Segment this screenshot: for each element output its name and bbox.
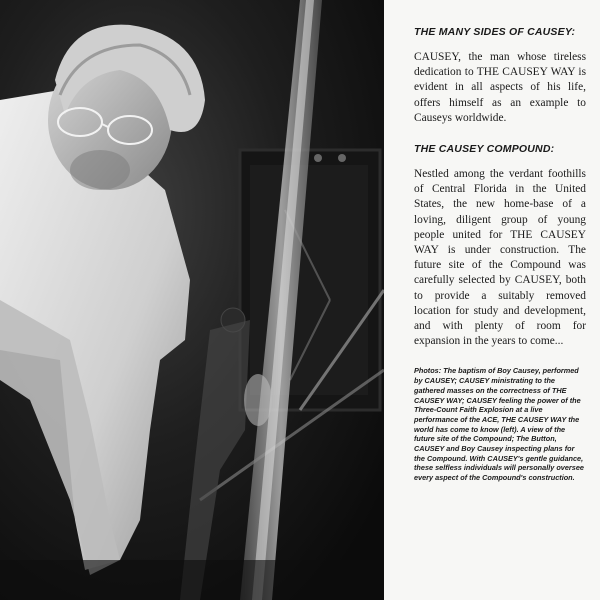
section-heading-many-sides: THE MANY SIDES OF CAUSEY:	[414, 26, 576, 38]
section-body-compound: Nestled among the verdant foothills of Central Florida in the United States, the new home-base of a loving, diligent group of young people united for THE CAUSEY WAY is under construction. The future site of the Compound was carefully selected by CAUSEY, both to provide a suitably removed location for study and development, and with plenty of room for expansion in the years to come...	[414, 168, 586, 348]
text-column	[384, 0, 600, 600]
section-body-many-sides: CAUSEY, the man whose tireless dedication to THE CAUSEY WAY is evident in all aspects of his life, offers himself as an example to Causeys worldwide.	[414, 51, 586, 124]
photo-caption: Photos: The baptism of Boy Causey, performed by CAUSEY; CAUSEY ministrating to the gathered masses on the correctness of THE CAUSEY WAY; CAUSEY feeling the power of the Three-Count Faith Explosion at a live performance of the ACE, THE CAUSEY WAY the world has come to know (left). A view of the future site of the Compound; The Button, CAUSEY and Boy Causey inspecting plans for the Compound. With CAUSEY's gentle guidance, these selfless individuals will personally oversee every aspect of the Compound's construction.	[414, 366, 584, 483]
section-heading-compound: THE CAUSEY COMPOUND:	[414, 143, 555, 156]
